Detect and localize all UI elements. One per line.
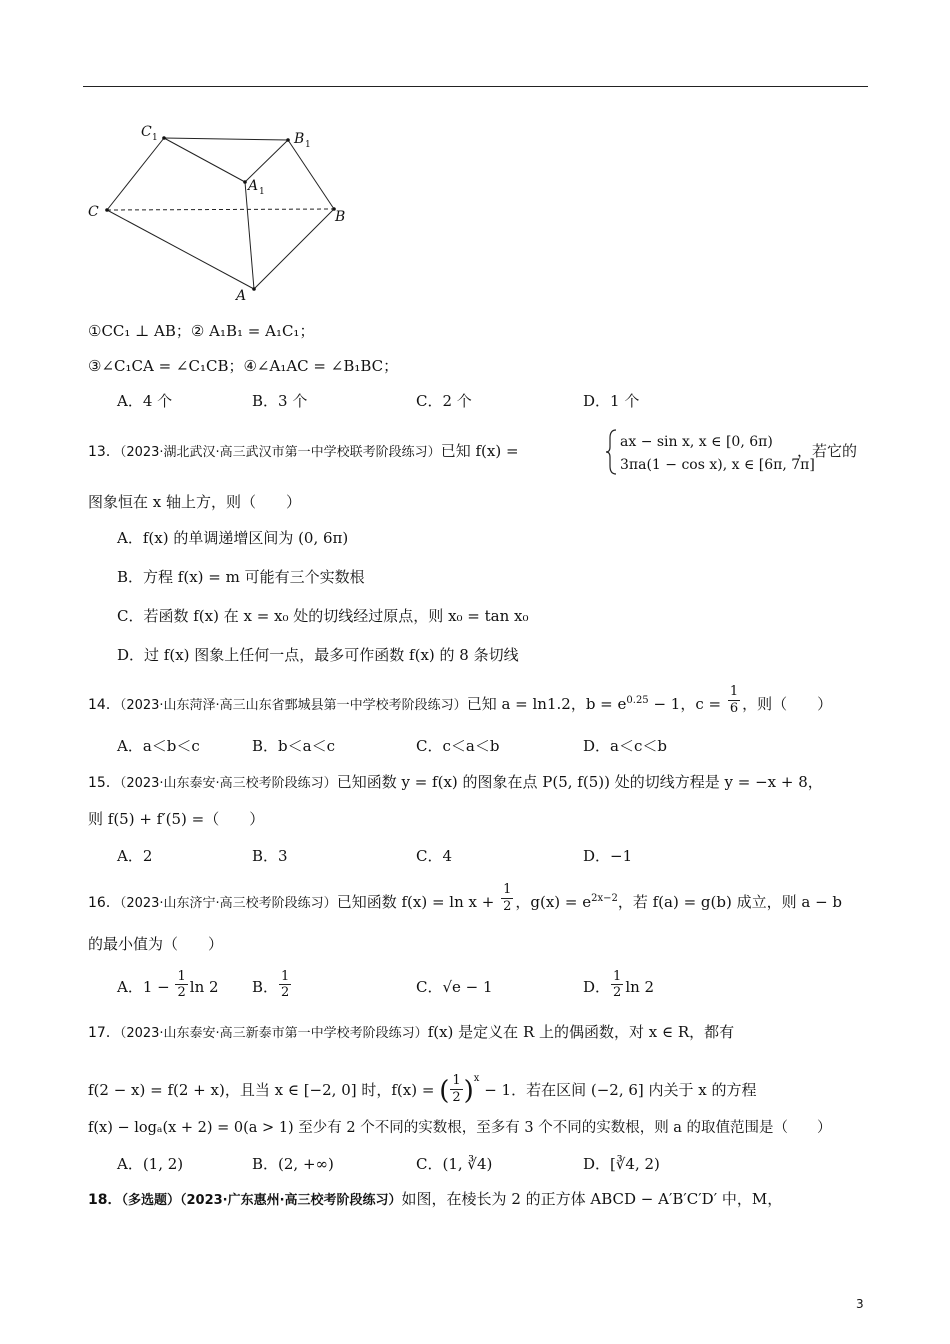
- q13-stem-line2: 图象恒在 x 轴上方，则（ ）: [88, 493, 301, 511]
- q17-stem-line3: f(x) − logₐ(x + 2) = 0(a > 1) 至少有 2 个不同的实数根，至多有 3 个不同的实数根，则 a 的取值范围是（ ）: [88, 1120, 832, 1136]
- q16-option-d-fraction: [611, 969, 623, 1000]
- point-c1: [162, 136, 166, 140]
- q15-number: 15．: [88, 775, 120, 791]
- label-c1-sub: 1: [152, 133, 158, 143]
- edge-a1-b1: [245, 140, 288, 182]
- q16-source: （2023·山东济宁·高三校考阶段练习）: [119, 896, 337, 911]
- q15-option-c[interactable]: C．4: [416, 847, 453, 865]
- header-rule: [83, 86, 868, 87]
- label-a: A: [236, 288, 247, 304]
- edge-c1-b1: [164, 138, 288, 140]
- q16-option-b-fraction: [279, 969, 291, 1000]
- q16-text-a: 已知函数 f(x) = ln x +: [336, 893, 500, 911]
- q16-text-b: ，g(x) = e: [515, 893, 592, 911]
- q17-stem: [88, 1021, 734, 1045]
- q16-option-d-frac-num: 1: [613, 968, 622, 984]
- q17-text: f(x) 是定义在 R 上的偶函数，对 x ∈ R，都有: [427, 1023, 735, 1041]
- edge-c1-c: [107, 138, 164, 210]
- q13-number: 13．: [88, 444, 120, 460]
- q14-text-c: ，则（ ）: [742, 695, 833, 713]
- q16-option-b-pre: B．: [252, 978, 279, 996]
- q16-number: 16．: [88, 895, 120, 911]
- q13-lead: 已知 f(x) =: [440, 442, 519, 460]
- q16-option-a-pre: A．1 −: [117, 978, 175, 996]
- point-b1: [286, 138, 290, 142]
- q17-frac-den: 2: [452, 1089, 461, 1105]
- q12-statement-2: ③∠C₁CA = ∠C₁CB；④∠A₁AC = ∠B₁BC；: [88, 357, 399, 375]
- q13-stem-line1: [88, 440, 519, 464]
- q14-number: 14．: [88, 697, 120, 713]
- q12-option-a[interactable]: A．4 个: [117, 392, 173, 410]
- q16-option-b-frac-num: 1: [281, 968, 290, 984]
- q13-option-d[interactable]: D．过 f(x) 图象上任何一点，最多可作函数 f(x) 的 8 条切线: [117, 646, 519, 664]
- q18-number: 18．: [88, 1192, 122, 1208]
- label-b1-sub: 1: [305, 140, 311, 150]
- q17-option-c[interactable]: C．(1, ∛4): [416, 1155, 493, 1173]
- q17-line2c: − 1．若在区间 (−2, 6] 内关于 x 的方程: [479, 1081, 757, 1099]
- q17-exponent: x: [473, 1073, 480, 1084]
- q12-statement-1: ①CC₁ ⊥ AB；② A₁B₁ = A₁C₁；: [88, 322, 315, 340]
- q14-stem: [88, 683, 833, 717]
- q16-option-a-post: ln 2: [189, 978, 219, 996]
- q14-frac-den: 6: [729, 700, 739, 716]
- label-b1: B: [294, 131, 305, 147]
- q16-stem-line2: 的最小值为（ ）: [88, 935, 224, 953]
- q14-option-a[interactable]: A．a＜b＜c: [117, 737, 200, 755]
- q17-source: （2023·山东泰安·高三新泰市第一中学校考阶段练习）: [119, 1026, 428, 1041]
- q16-option-b[interactable]: [252, 968, 293, 1000]
- q15-option-a[interactable]: A．2: [117, 847, 153, 865]
- q17-stem-line2: [88, 1068, 757, 1106]
- q17-number: 17．: [88, 1025, 120, 1041]
- q15-option-b[interactable]: B．3: [252, 847, 288, 865]
- q16-option-a-frac-num: 1: [177, 968, 186, 984]
- geometry-figure: [80, 118, 360, 312]
- q14-text-b: − 1，c =: [648, 695, 726, 713]
- q16-option-d-frac-den: 2: [613, 984, 622, 1000]
- q15-stem-line2: 则 f(5) + f′(5) =（ ）: [88, 810, 265, 828]
- q16-frac-num: 1: [503, 881, 512, 897]
- label-c1: C: [141, 124, 152, 140]
- point-a1: [243, 180, 247, 184]
- q15-source: （2023·山东泰安·高三校考阶段练习）: [119, 776, 337, 791]
- q14-exponent: 0.25: [626, 695, 649, 706]
- label-c: C: [88, 204, 99, 220]
- q13-brace: [606, 430, 616, 474]
- q17-frac-num: 1: [452, 1072, 461, 1088]
- q13-case-2: 3πa(1 − cos x), x ∈ [6π, 7π]: [620, 457, 815, 473]
- q13-option-b[interactable]: B．方程 f(x) = m 可能有三个实数根: [117, 568, 365, 586]
- q16-option-a[interactable]: [117, 968, 219, 1000]
- q16-option-b-frac-den: 2: [281, 984, 290, 1000]
- edge-a1-a: [245, 182, 254, 289]
- q16-option-a-fraction: [175, 969, 187, 1000]
- q14-option-b[interactable]: B．b＜a＜c: [252, 737, 335, 755]
- q17-paren-close: ): [463, 1076, 474, 1106]
- q12-option-c[interactable]: C．2 个: [416, 392, 472, 410]
- q17-line2b: f(x) =: [391, 1081, 440, 1099]
- q16-option-c[interactable]: C．√e − 1: [416, 978, 493, 996]
- label-a1: A: [248, 178, 259, 194]
- q13-source: （2023·湖北武汉·高三武汉市第一中学校联考阶段练习）: [119, 445, 441, 460]
- q12-option-d[interactable]: D．1 个: [583, 392, 640, 410]
- q16-stem: [88, 881, 843, 915]
- q16-option-d-post: ln 2: [625, 978, 655, 996]
- edge-c1-a1: [164, 138, 245, 182]
- label-a1-sub: 1: [259, 187, 265, 197]
- q14-text-a: 已知 a = ln1.2，b = e: [466, 695, 627, 713]
- q16-option-a-frac-den: 2: [177, 984, 186, 1000]
- q17-option-b[interactable]: B．(2, +∞): [252, 1155, 334, 1173]
- q14-option-d[interactable]: D．a＜c＜b: [583, 737, 667, 755]
- q13-case-1: ax − sin x, x ∈ [0, 6π): [620, 434, 773, 450]
- q16-frac-den: 2: [503, 898, 512, 914]
- edge-a-b: [254, 209, 334, 289]
- edge-c-a: [107, 210, 254, 289]
- q17-paren-open: (: [439, 1076, 450, 1106]
- edge-b1-b: [288, 140, 334, 209]
- q18-text: 如图，在棱长为 2 的正方体 ABCD − A′B′C′D′ 中，M，: [401, 1190, 783, 1208]
- q15-stem: [88, 771, 823, 795]
- q17-line2a: f(2 − x) = f(2 + x)，且当 x ∈ [−2, 0] 时，: [88, 1081, 392, 1099]
- q14-frac-num: 1: [729, 683, 739, 699]
- page-number: 3: [856, 1297, 864, 1311]
- q17-option-d[interactable]: D．[∛4, 2): [583, 1155, 660, 1173]
- q18-tag: （多选题）（2023·广东惠州·高三校考阶段练习）: [121, 1193, 402, 1208]
- q14-option-c[interactable]: C．c＜a＜b: [416, 737, 500, 755]
- q16-fraction: [501, 882, 513, 915]
- q13-option-a[interactable]: A．f(x) 的单调递增区间为 (0, 6π): [117, 529, 349, 547]
- q14-fraction: [728, 684, 740, 717]
- q15-text: 已知函数 y = f(x) 的图象在点 P(5, f(5)) 处的切线方程是 y = −x + 8，: [336, 773, 823, 791]
- q16-option-d-pre: D．: [583, 978, 611, 996]
- q12-option-b[interactable]: B．3 个: [252, 392, 308, 410]
- label-b: B: [335, 209, 346, 225]
- q16-exponent: 2x−2: [591, 893, 618, 904]
- q13-stem-tail: ，若它的: [797, 442, 858, 460]
- q15-option-d[interactable]: D．−1: [583, 847, 633, 865]
- q16-text-c: ，若 f(a) = g(b) 成立，则 a − b: [617, 893, 843, 911]
- edge-c-b-dashed: [107, 209, 334, 210]
- q13-option-c[interactable]: C．若函数 f(x) 在 x = x₀ 处的切线经过原点，则 x₀ = tan x₀: [117, 607, 529, 625]
- q14-source: （2023·山东菏泽·高三山东省鄄城县第一中学校考阶段练习）: [119, 698, 467, 713]
- q17-option-a[interactable]: A．(1, 2): [117, 1155, 184, 1173]
- q16-option-d[interactable]: [583, 968, 655, 1000]
- q18-stem: [88, 1188, 782, 1212]
- q17-fraction: [450, 1073, 462, 1106]
- point-a: [252, 287, 256, 291]
- point-c: [105, 208, 109, 212]
